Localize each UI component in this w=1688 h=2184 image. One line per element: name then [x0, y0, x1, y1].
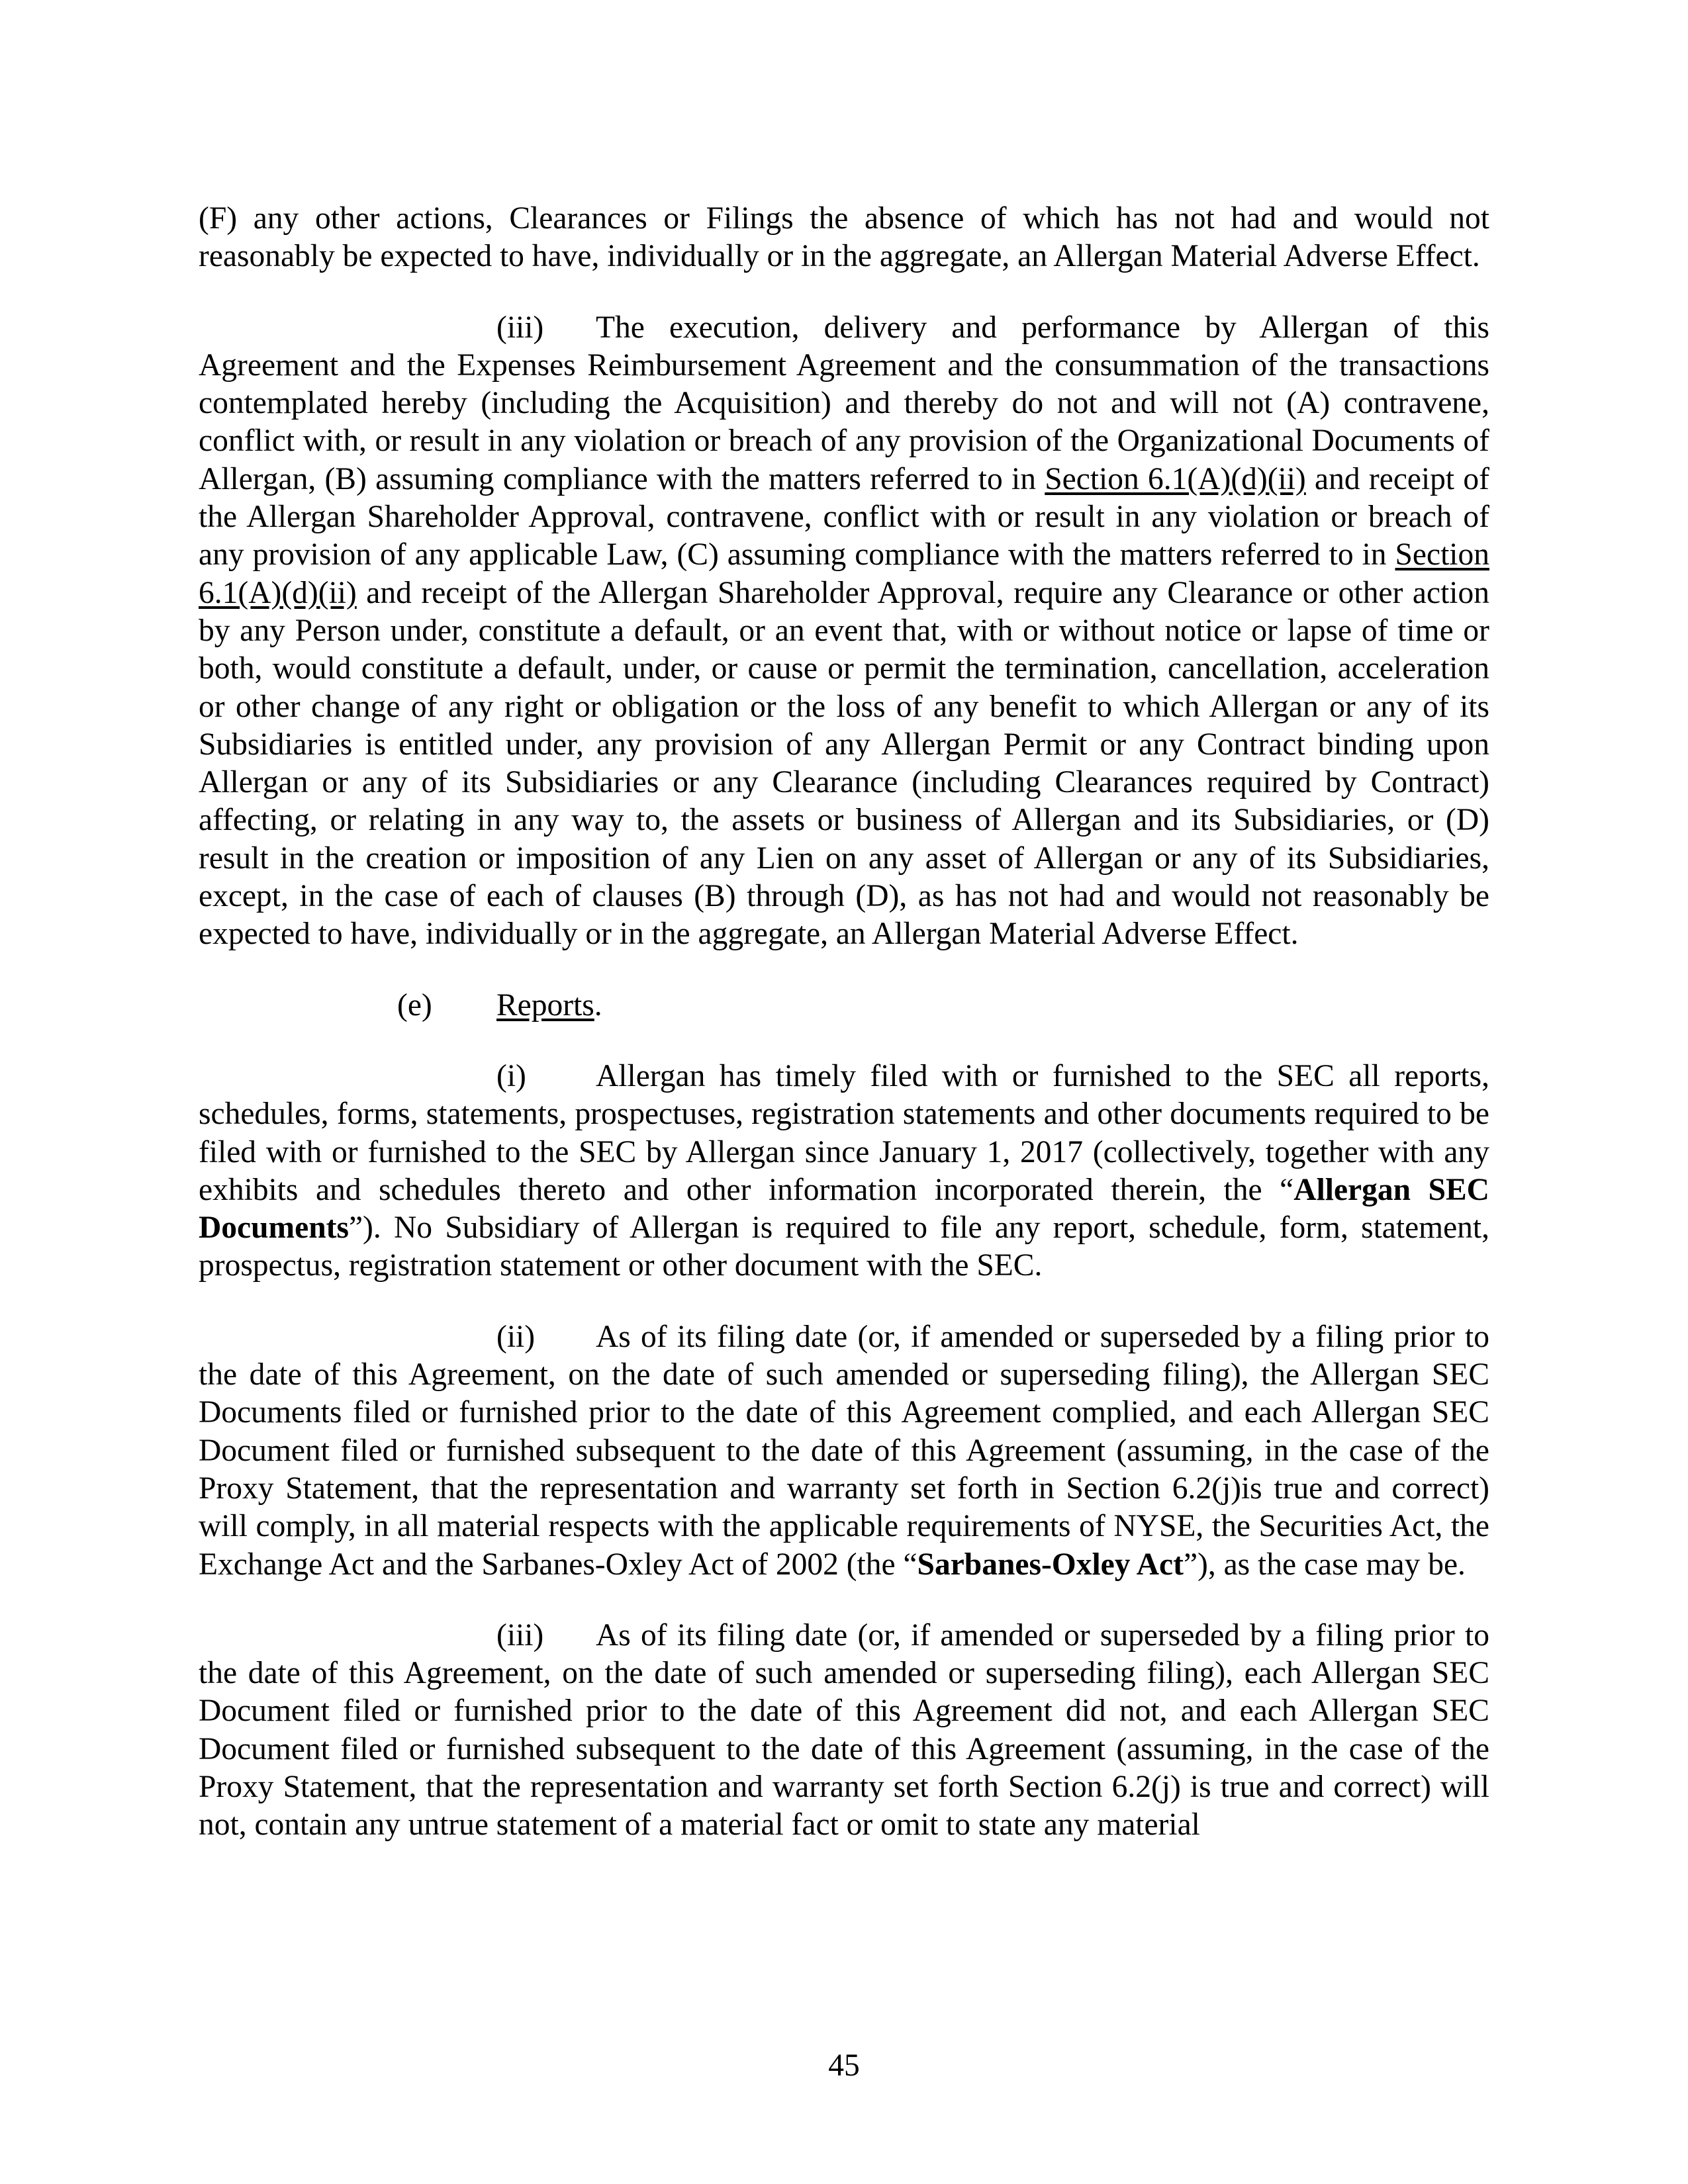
paragraph-text: and receipt of the Allergan Shareholder Approval, contravene, conflict with or result in any violation or breach of any provision of any applicable Law, (C) assuming compliance with the matters referred to in	[199, 461, 1489, 572]
paragraph-number: (i)	[496, 1058, 526, 1093]
defined-term: Allergan SEC Documents	[199, 1172, 1489, 1246]
paragraph-text: Allergan has timely filed with or furnished to the SEC all reports, schedules, forms, statements, prospectuses, registration statements and other documents required to be filed with or furnished to the SEC by Allergan since January 1, 2017 (collectively, together with any exhibits and schedules thereto and other information incorporated therein, the “	[199, 1058, 1489, 1207]
defined-term: Sarbanes-Oxley Act	[917, 1547, 1184, 1582]
document-page	[199, 200, 1489, 1844]
section-reference: Section 6.1(A)(d)(ii)	[1045, 461, 1306, 496]
paragraph-ii-compliance	[199, 1318, 1489, 1584]
section-title: Reports	[496, 987, 594, 1023]
paragraph-text: As of its filing date (or, if amended or superseded by a filing prior to the date of this Agreement, on the date of such amended or superseding filing), each Allergan SEC Document filed or furnished prior to the date of this Agreement did not, and each Allergan SEC Document filed or furnished subsequent to the date of this Agreement (assuming, in the case of the Proxy Statement, that the representation and warranty set forth Section 6.2(j) is true and correct) will not, contain any untrue statement of a material fact or omit to state any material	[199, 1617, 1489, 1843]
paragraph-text: ”). No Subsidiary of Allergan is required to file any report, schedule, form, statement, prospectus, registration statement or other document with the SEC.	[199, 1210, 1489, 1283]
paragraph-text: and receipt of the Allergan Shareholder Approval, require any Clearance or other action by any Person under, constitute a default, or an event that, with or without notice or lapse of time or both, would constitute a default, under, or cause or permit the termination, cancellation, acceleration or other change of any right or obligation or the loss of any benefit to which Allergan or any of its Subsidiaries is entitled under, any provision of any Allergan Permit or any Contract binding upon Allergan or any of its Subsidiaries or any Clearance (including Clearances required by Contract) affecting, or relating in any way to, the assets or business of Allergan and its Subsidiaries, or (D) result in the creation or imposition of any Lien on any asset of Allergan or any of its Subsidiaries, except, in the case of each of clauses (B) through (D), as has not had and would not reasonably be expected to have, individually or in the aggregate, an Allergan Material Adverse Effect.	[199, 575, 1489, 952]
section-number: (e)	[397, 987, 432, 1023]
paragraph-number: (ii)	[496, 1319, 536, 1354]
section-heading-reports	[199, 987, 1489, 1024]
paragraph-number: (iii)	[496, 1617, 544, 1653]
paragraph-text: ”), as the case may be.	[1183, 1547, 1466, 1582]
section-title-period: .	[594, 987, 602, 1023]
paragraph-text: The execution, delivery and performance by Allergan of this Agreement and the Expenses Reimbursement Agreement and the consummation of the transactions contemplated hereby (including the Acquisition) and thereby do not and will not (A) contravene, conflict with, or result in any violation or breach of any provision of the Organizational Documents of Allergan, (B) assuming compliance with the matters referred to in	[199, 310, 1489, 496]
paragraph-text: As of its filing date (or, if amended or superseded by a filing prior to the date of this Agreement, on the date of such amended or superseding filing), the Allergan SEC Documents filed or furnished prior to the date of this Agreement complied, and each Allergan SEC Document filed or furnished subsequent to the date of this Agreement (assuming, in the case of the Proxy Statement, that the representation and warranty set forth in Section 6.2(j)is true and correct) will comply, in all material respects with the applicable requirements of NYSE, the Securities Act, the Exchange Act and the Sarbanes-Oxley Act of 2002 (the “	[199, 1319, 1489, 1582]
paragraph-iii-statements	[199, 1617, 1489, 1844]
page-number: 45	[828, 2048, 860, 2083]
section-reference: Section 6.1(A)(d)(ii)	[199, 537, 1489, 610]
paragraph-number: (iii)	[496, 310, 544, 345]
paragraph-f	[199, 200, 1489, 276]
paragraph-f-text: (F) any other actions, Clearances or Filings the absence of which has not had and would not reasonably be expected to have, individually or in the aggregate, an Allergan Material Adverse Effect.	[199, 201, 1489, 274]
paragraph-i-reports	[199, 1058, 1489, 1285]
paragraph-iii-execution	[199, 309, 1489, 954]
